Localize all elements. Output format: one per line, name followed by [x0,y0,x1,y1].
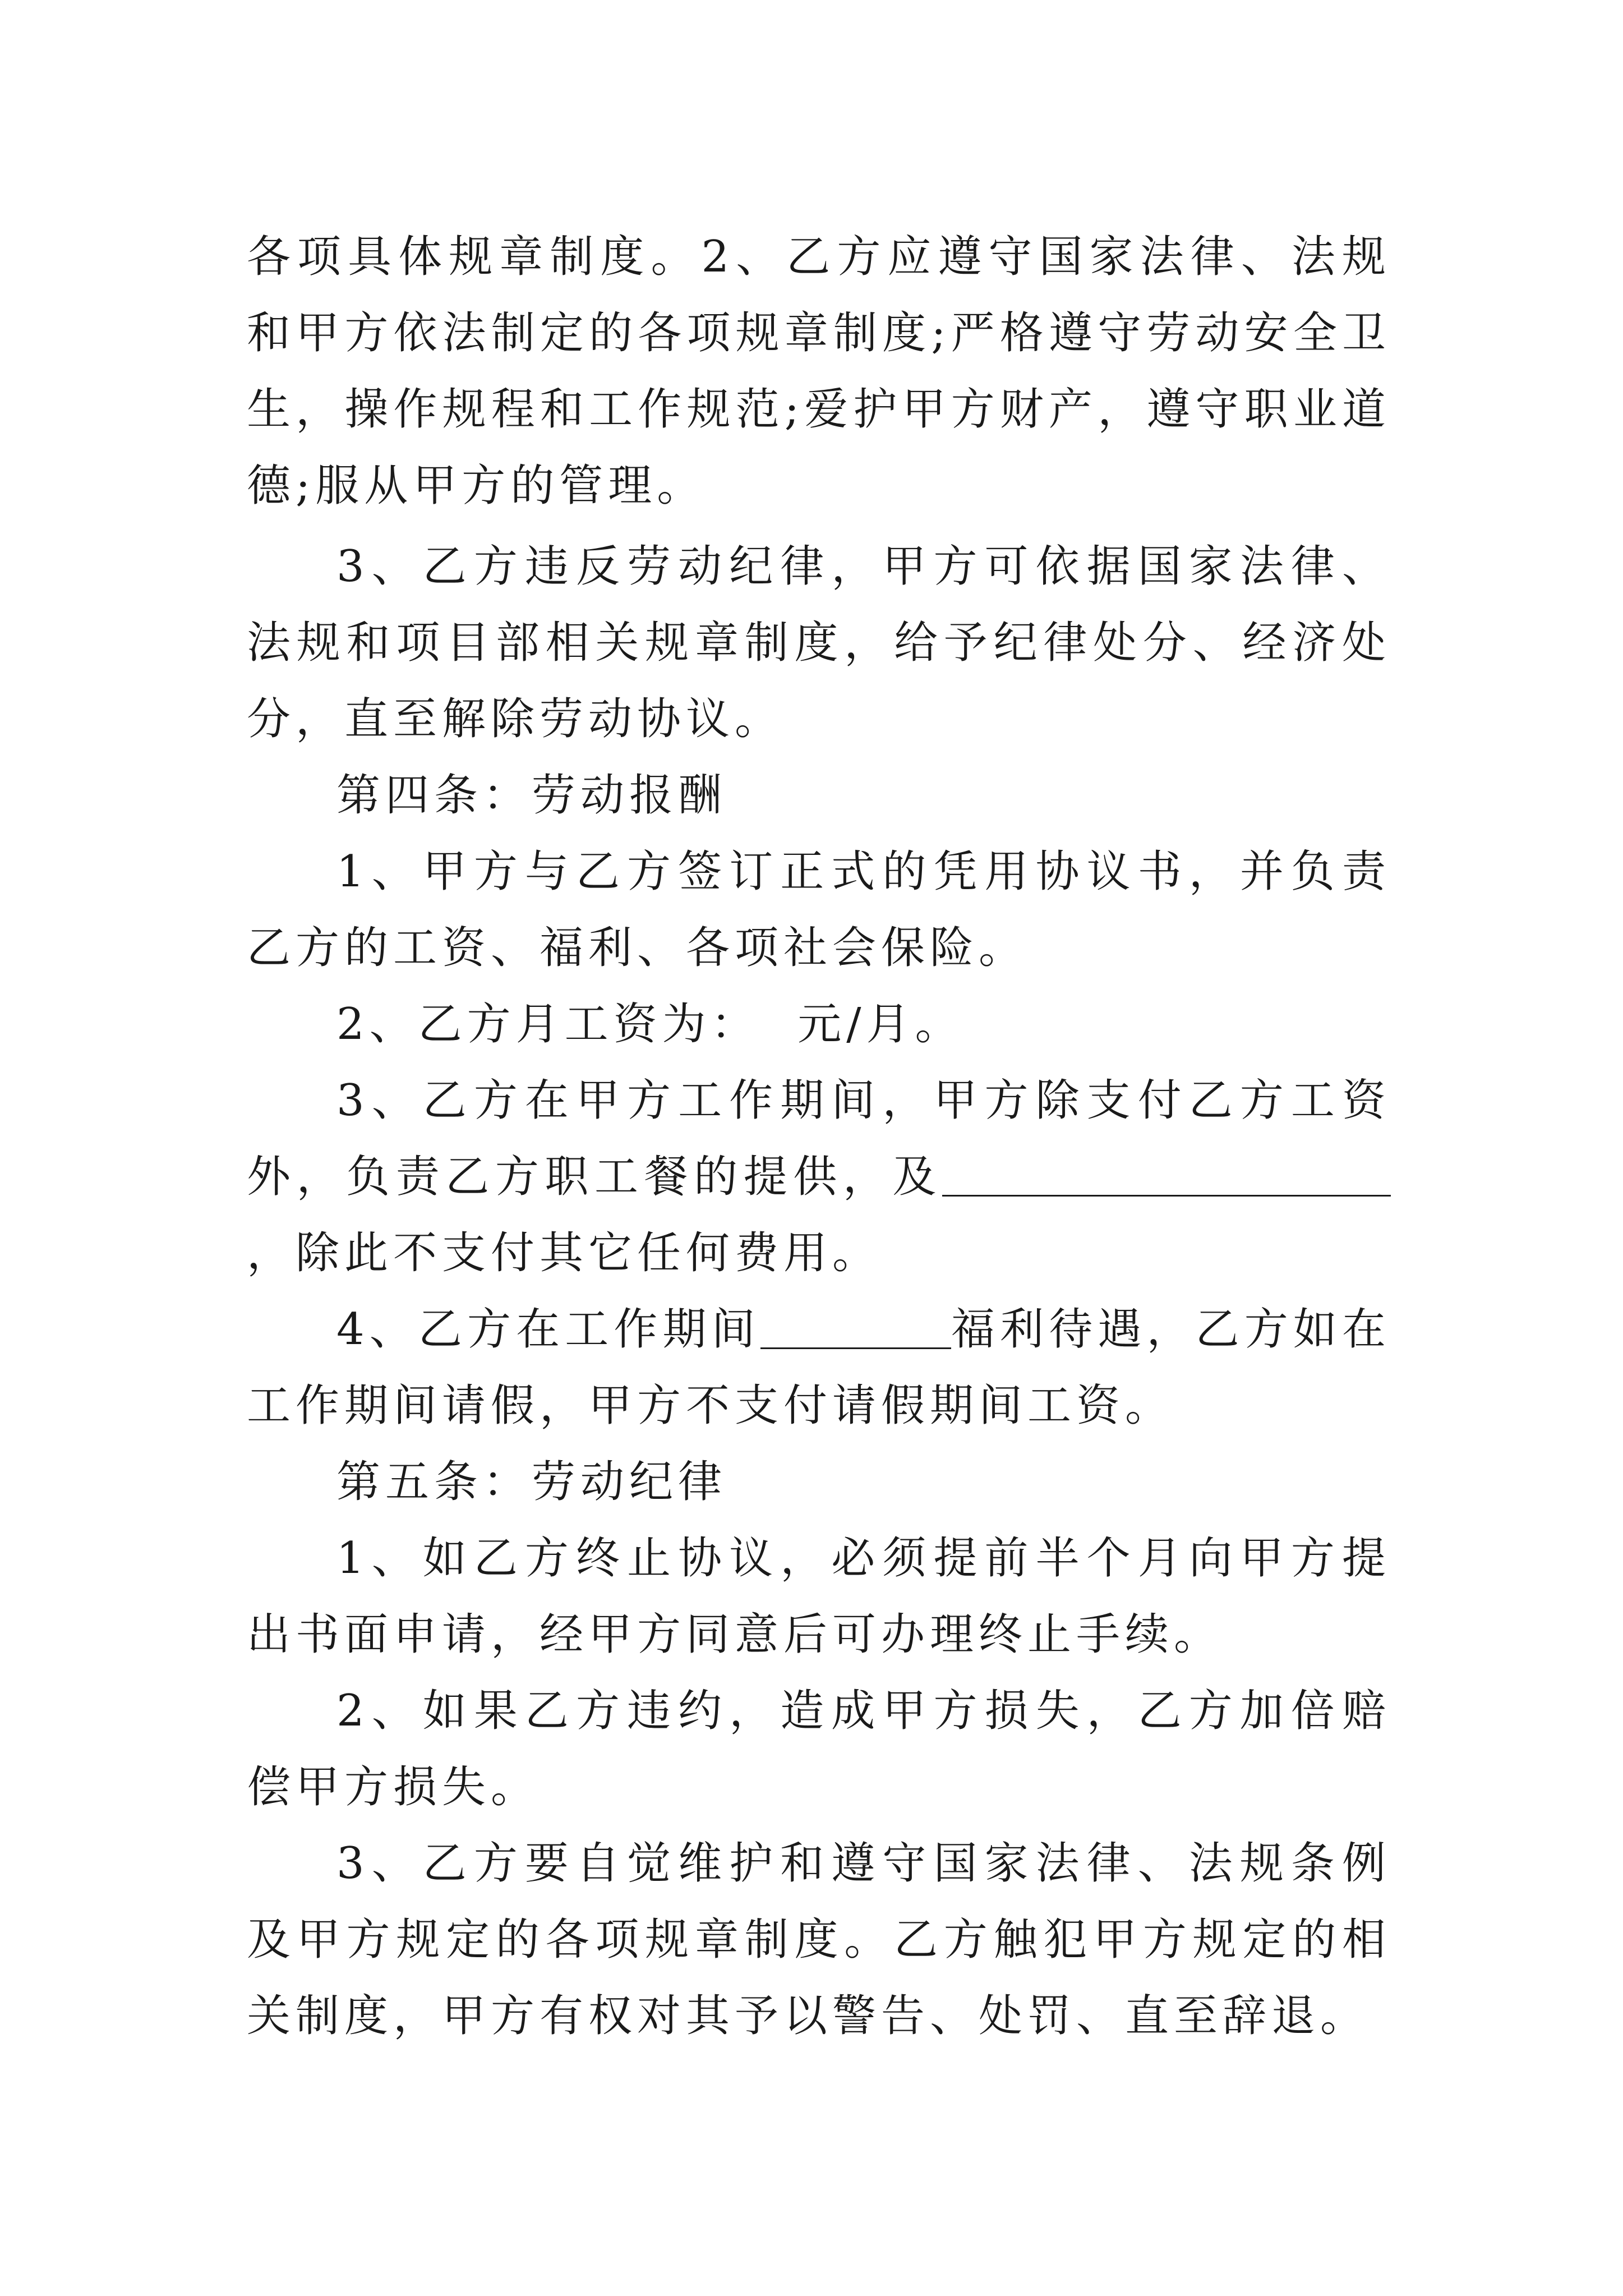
paragraph-article-4-item-3 [247,1062,1391,1291]
paragraph-article-4-item-4-text-b: 福利待遇，乙方如在工作期间请假，甲方不支付请假期间工资。 [247,1304,1391,1431]
paragraph-article-4-item-1: 1、甲方与乙方签订正式的凭用协议书，并负责乙方的工资、福利、各项社会保险。 [247,846,1391,973]
document-body [247,219,1391,2054]
blank-line-welfare [760,1304,951,1349]
section-heading-article-4: 第四条：劳动报酬 [336,770,727,821]
paragraph-rules-compliance: 各项具体规章制度。2、乙方应遵守国家法律、法规和甲方依法制定的各项规章制度;严格遵守劳动安全卫生，操作规程和工作规范;爱护甲方财产，遵守职业道德;服从甲方的管理。 [247,232,1391,511]
paragraph-article-5-item-3: 3、乙方要自觉维护和遵守国家法律、法规条例及甲方规定的各项规章制度。乙方触犯甲方规定的相关制度，甲方有权对其予以警告、处罚、直至辞退。 [247,1838,1391,2041]
section-heading-article-5: 第五条：劳动纪律 [336,1457,727,1507]
paragraph-article-4-item-4-text-a: 4、乙方在工作期间 [336,1304,760,1355]
paragraph-article-4-item-4 [247,1291,1391,1444]
paragraph-article-4-item-3-text-a: 3、乙方在甲方工作期间，甲方除支付乙方工资外，负责乙方职工餐的提供，及 [247,1075,1391,1202]
paragraph-discipline-violation: 3、乙方违反劳动纪律，甲方可依据国家法律、法规和项目部相关规章制度，给予纪律处分、经济处分，直至解除劳动协议。 [247,541,1391,744]
paragraph-article-4-item-3-text-b: ，除此不支付其它任何费用。 [247,1228,882,1278]
paragraph-article-5-item-1: 1、如乙方终止协议，必须提前半个月向甲方提出书面申请，经甲方同意后可办理终止手续。 [247,1533,1391,1660]
paragraph-article-5-item-2: 2、如果乙方违约，造成甲方损失，乙方加倍赔偿甲方损失。 [247,1686,1391,1812]
paragraph-article-4-item-2: 2、乙方月工资为： 元/月。 [336,999,964,1050]
blank-line-benefits [942,1151,1391,1197]
